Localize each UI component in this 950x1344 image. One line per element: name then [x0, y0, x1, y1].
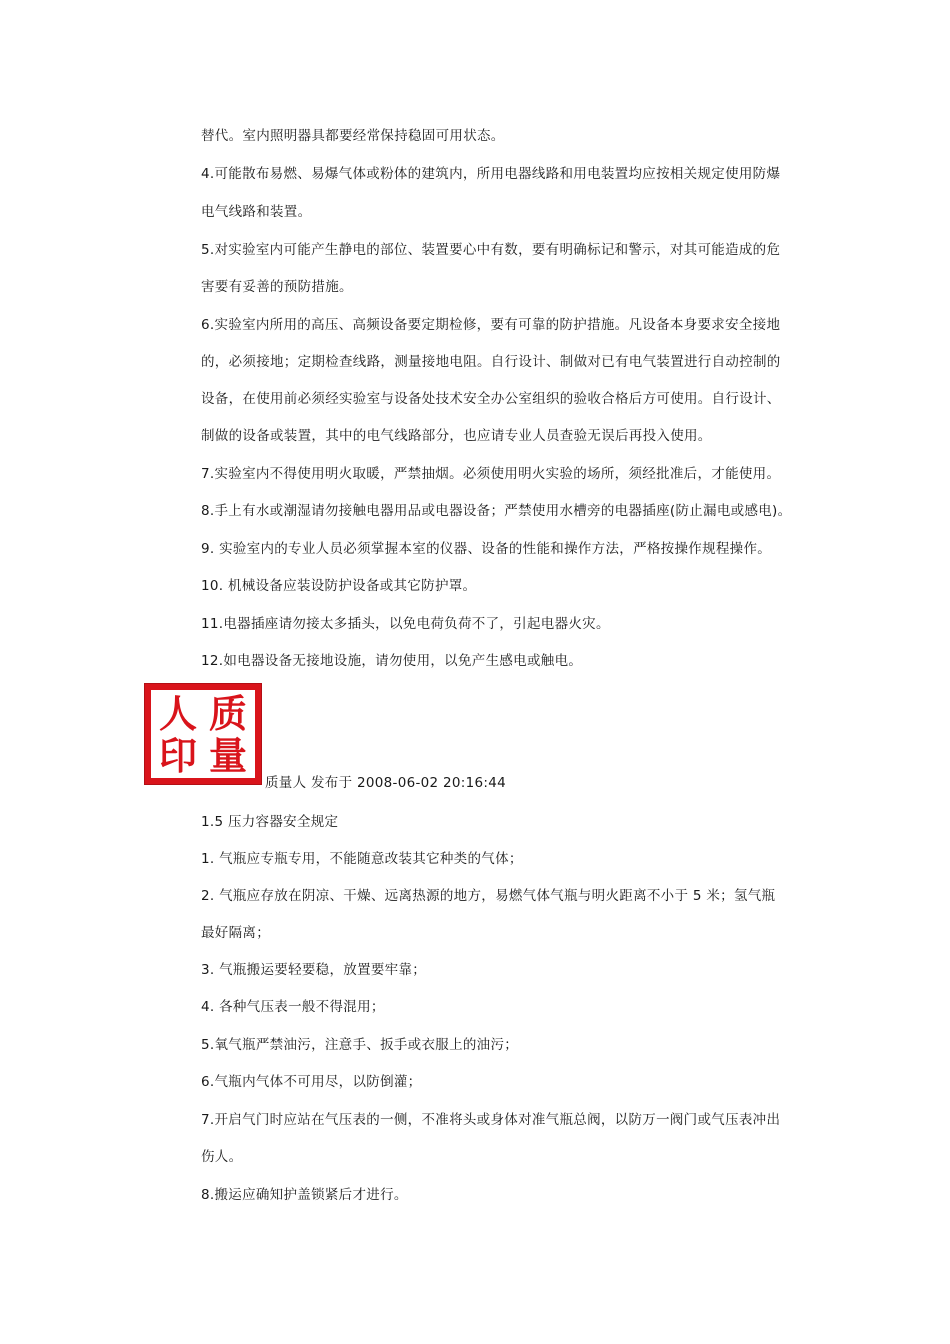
list-item-4: 4. 各种气压表一般不得混用；: [201, 999, 385, 1015]
text-line: 设备，在使用前必须经实验室与设备处技术安全办公室组织的验收合格后方可使用。自行设计、: [201, 391, 781, 407]
seal-char: 人: [158, 692, 197, 736]
list-item-8: 8.搬运应确知护盖锁紧后才进行。: [201, 1187, 408, 1203]
list-item-5: 5.氧气瓶严禁油污，注意手、扳手或衣服上的油污；: [201, 1037, 519, 1053]
seal-logo: [144, 683, 262, 785]
text-line: 害要有妥善的预防措施。: [201, 279, 353, 295]
post-meta: 质量人 发布于 2008-06-02 20:16:44: [265, 775, 507, 791]
text-line: 制做的设备或装置，其中的电气线路部分，也应请专业人员查验无误后再投入使用。: [201, 428, 712, 444]
list-item-6: 6.气瓶内气体不可用尽，以防倒灌；: [201, 1074, 422, 1090]
seal-char: 量: [208, 734, 247, 778]
section-heading: 1.5 压力容器安全规定: [201, 814, 339, 830]
list-item-8: 8.手上有水或潮湿请勿接触电器用品或电器设备；严禁使用水槽旁的电器插座(防止漏电或感电)。: [201, 503, 792, 519]
list-item-11: 11.电器插座请勿接太多插头，以免电荷负荷不了，引起电器火灾。: [201, 616, 610, 632]
seal-char: 质: [208, 692, 247, 736]
list-item-5: 5.对实验室内可能产生静电的部位、装置要心中有数，要有明确标记和警示，对其可能造成的危: [201, 242, 781, 258]
list-item-6: 6.实验室内所用的高压、高频设备要定期检修，要有可靠的防护措施。凡设备本身要求安全接地: [201, 317, 781, 333]
list-item-4: 4.可能散布易燃、易爆气体或粉体的建筑内，所用电器线路和用电装置均应按相关规定使用防爆: [201, 166, 781, 182]
seal-logo-inner: [151, 690, 255, 778]
list-item-9: 9. 实验室内的专业人员必须掌握本室的仪器、设备的性能和操作方法，严格按操作规程操作。: [201, 541, 772, 557]
list-item-1: 1. 气瓶应专瓶专用，不能随意改装其它种类的气体；: [201, 851, 523, 867]
list-item-7: 7.开启气门时应站在气压表的一侧，不准将头或身体对准气瓶总阀，以防万一阀门或气压表冲出: [201, 1112, 781, 1128]
list-item-3: 3. 气瓶搬运要轻要稳，放置要牢靠；: [201, 962, 427, 978]
text-line: 替代。室内照明器具都要经常保持稳固可用状态。: [201, 128, 505, 144]
list-item-10: 10. 机械设备应装设防护设备或其它防护罩。: [201, 578, 477, 594]
text-line: 伤人。: [201, 1149, 243, 1165]
text-line: 的，必须接地；定期检查线路，测量接地电阻。自行设计、制做对已有电气装置进行自动控制的: [201, 354, 781, 370]
list-item-7: 7.实验室内不得使用明火取暖，严禁抽烟。必须使用明火实验的场所，须经批准后，才能使用。: [201, 466, 781, 482]
list-item-2: 2. 气瓶应存放在阴凉、干燥、远离热源的地方，易燃气体气瓶与明火距离不小于 5 米；氢气瓶: [201, 888, 776, 904]
text-line: 最好隔离；: [201, 925, 270, 941]
text-line: 电气线路和装置。: [201, 204, 312, 220]
seal-char: 印: [158, 734, 197, 778]
list-item-12: 12.如电器设备无接地设施，请勿使用，以免产生感电或触电。: [201, 653, 583, 669]
